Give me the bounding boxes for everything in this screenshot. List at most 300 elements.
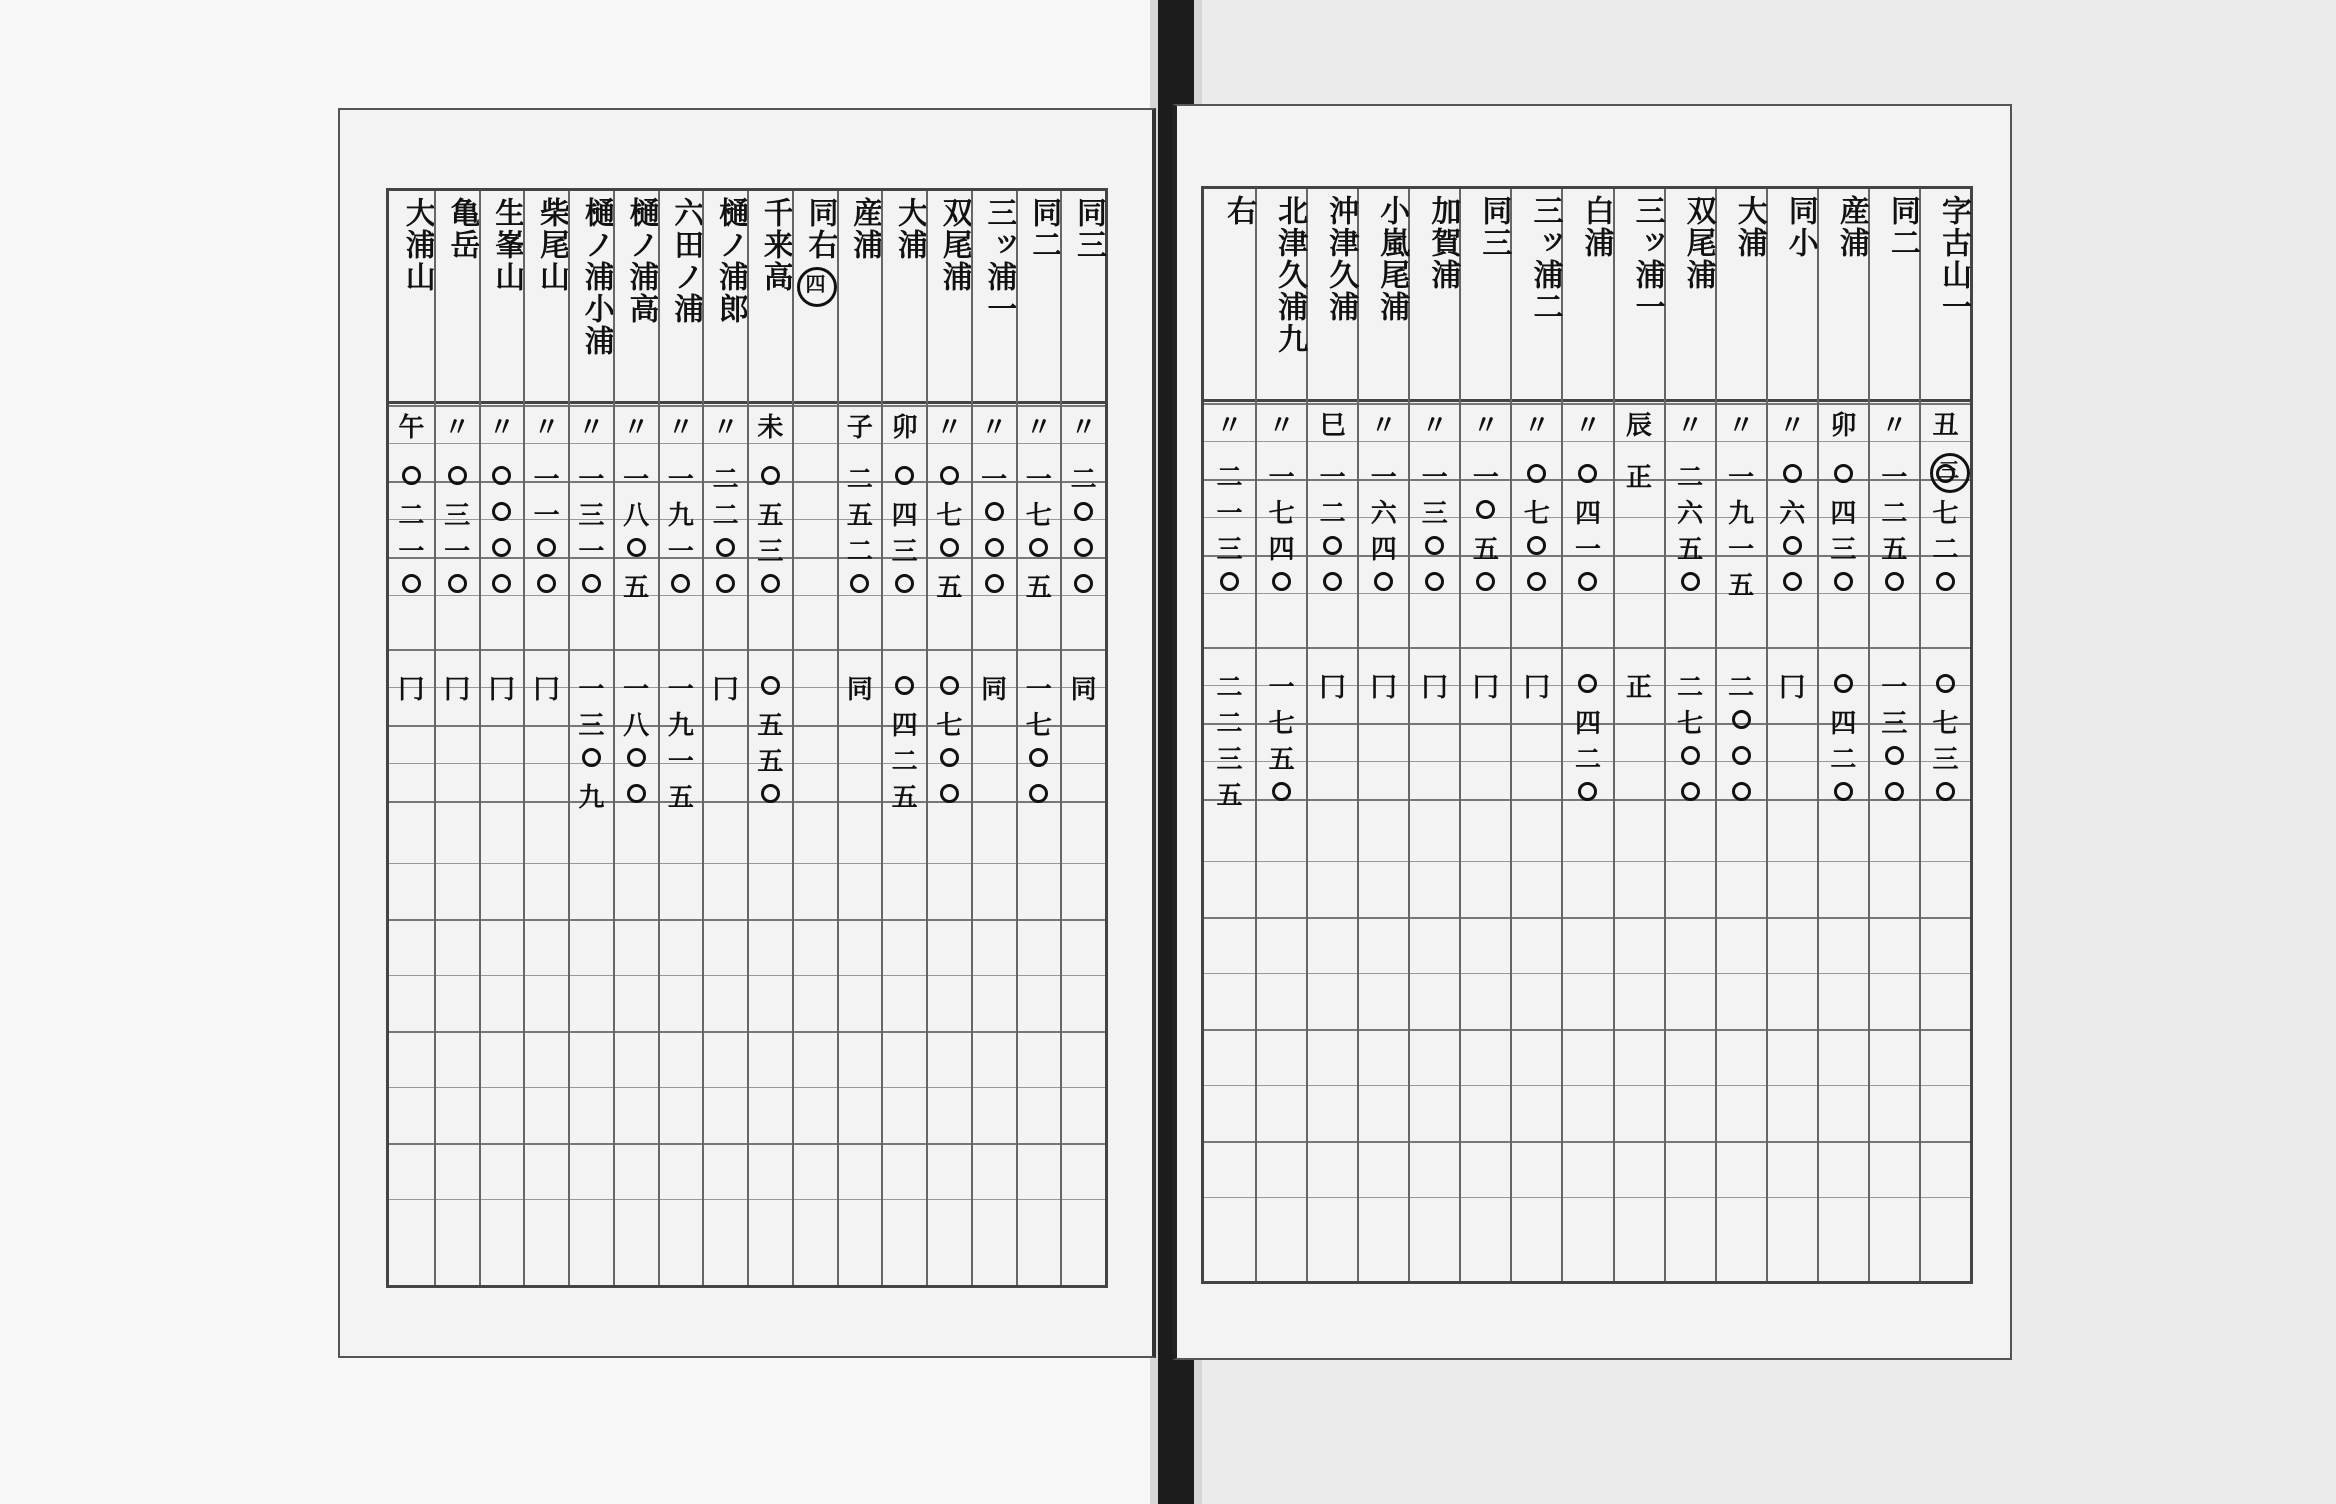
zero-digit bbox=[537, 574, 556, 593]
revised-digit bbox=[1018, 777, 1061, 807]
bearing-cell: 子 bbox=[846, 413, 873, 443]
bearing-cell: 〃 bbox=[712, 413, 739, 443]
zero-digit bbox=[448, 466, 467, 485]
table-column bbox=[613, 191, 658, 1285]
place-name-header: 樋ノ浦高 bbox=[623, 197, 659, 325]
measure-digit: 一 bbox=[1881, 463, 1908, 493]
measure-digit bbox=[883, 567, 926, 597]
measure-digit bbox=[1512, 565, 1561, 595]
measure-digit: 二 bbox=[398, 501, 425, 531]
measure-digit bbox=[928, 531, 971, 561]
bearing-cell: 巳 bbox=[1319, 411, 1346, 441]
revised-digit bbox=[1563, 667, 1612, 697]
bearing-cell: 〃 bbox=[1025, 413, 1052, 443]
zero-digit bbox=[895, 676, 914, 695]
table-column bbox=[1459, 189, 1510, 1281]
revised-digit bbox=[1870, 775, 1919, 805]
revised-digit: 一 bbox=[578, 675, 605, 705]
measure-digit: 四 bbox=[1830, 499, 1857, 529]
zero-digit bbox=[895, 466, 914, 485]
revised-digit bbox=[1018, 741, 1061, 771]
measure-digit: 八 bbox=[623, 501, 650, 531]
measure-digit bbox=[839, 567, 882, 597]
zero-digit bbox=[1783, 464, 1802, 483]
measure-digit: 九 bbox=[1728, 499, 1755, 529]
measure-digit bbox=[1410, 529, 1459, 559]
zero-digit bbox=[1074, 502, 1093, 521]
zero-digit bbox=[761, 466, 780, 485]
revised-digit: 八 bbox=[623, 711, 650, 741]
table-column bbox=[1204, 189, 1255, 1281]
zero-digit bbox=[1074, 574, 1093, 593]
zero-digit bbox=[1374, 572, 1393, 591]
revised-digit: 冂 bbox=[1779, 673, 1806, 703]
place-name-header: 六田ノ浦 bbox=[668, 197, 704, 325]
bearing-cell: 辰 bbox=[1626, 411, 1653, 441]
place-name-header: 同小 bbox=[1782, 195, 1818, 259]
measure-digit bbox=[1921, 457, 1970, 487]
measure-digit: 一 bbox=[578, 465, 605, 495]
zero-digit bbox=[671, 574, 690, 593]
measure-digit: 五 bbox=[1728, 571, 1755, 601]
measure-digit: 七 bbox=[1932, 499, 1959, 529]
place-name-header: 亀岳 bbox=[444, 197, 480, 261]
measure-digit bbox=[1870, 565, 1919, 595]
revised-digit: 冂 bbox=[1421, 673, 1448, 703]
measure-digit: 五 bbox=[757, 501, 784, 531]
measure-digit: 一 bbox=[1025, 465, 1052, 495]
place-name-header: 大浦山 bbox=[399, 197, 435, 293]
zero-digit bbox=[1936, 782, 1955, 801]
revised-digit bbox=[1921, 667, 1970, 697]
zero-digit bbox=[1578, 782, 1597, 801]
measure-digit: 二 bbox=[1677, 463, 1704, 493]
measure-digit bbox=[1308, 529, 1357, 559]
zero-digit bbox=[582, 574, 601, 593]
table-column bbox=[1715, 189, 1766, 1281]
bearing-cell: 〃 bbox=[1523, 411, 1550, 441]
zero-digit bbox=[402, 574, 421, 593]
revised-digit bbox=[1921, 775, 1970, 805]
measure-digit bbox=[1768, 565, 1817, 595]
measure-digit: 七 bbox=[1025, 501, 1052, 531]
measure-digit bbox=[1512, 529, 1561, 559]
revised-digit: 七 bbox=[1677, 709, 1704, 739]
measure-digit: 一 bbox=[623, 465, 650, 495]
place-name-header: 字古山一 三 bbox=[1921, 195, 1970, 323]
measure-digit bbox=[481, 531, 524, 561]
measure-digit: 二 bbox=[846, 465, 873, 495]
measure-digit: 三 bbox=[1421, 499, 1448, 529]
measure-digit: 四 bbox=[891, 501, 918, 531]
bearing-cell: 〃 bbox=[488, 413, 515, 443]
revised-digit: 正 bbox=[1626, 673, 1653, 703]
place-name-header: 小嵐尾浦 bbox=[1374, 195, 1410, 323]
bearing-cell: 〃 bbox=[623, 413, 650, 443]
zero-digit bbox=[627, 538, 646, 557]
revised-digit: 五 bbox=[667, 783, 694, 813]
place-name-header: 三ッ浦一 bbox=[981, 197, 1017, 325]
revised-digit bbox=[749, 669, 792, 699]
table-column bbox=[1060, 191, 1105, 1285]
revised-digit: 四 bbox=[1830, 709, 1857, 739]
table-column bbox=[1408, 189, 1459, 1281]
table-column bbox=[1016, 191, 1061, 1285]
revised-digit: 三 bbox=[1216, 745, 1243, 775]
measure-digit bbox=[1062, 567, 1105, 597]
measure-digit: 三 bbox=[578, 501, 605, 531]
measure-digit: 一 bbox=[1574, 535, 1601, 565]
zero-digit bbox=[1323, 536, 1342, 555]
measure-digit bbox=[973, 495, 1016, 525]
measure-digit: 二 bbox=[1932, 535, 1959, 565]
place-name-header: 同三 bbox=[1476, 195, 1512, 259]
revised-digit: 七 bbox=[936, 711, 963, 741]
bearing-cell: 〃 bbox=[578, 413, 605, 443]
revised-digit bbox=[928, 669, 971, 699]
measure-digit bbox=[749, 459, 792, 489]
revised-digit: 一 bbox=[1881, 673, 1908, 703]
measure-digit bbox=[973, 567, 1016, 597]
zero-digit bbox=[1425, 536, 1444, 555]
table-column bbox=[1817, 189, 1868, 1281]
measure-digit bbox=[1018, 531, 1061, 561]
table-column bbox=[1255, 189, 1306, 1281]
place-name-header: 樋ノ浦小浦 bbox=[578, 197, 614, 357]
zero-digit bbox=[1885, 746, 1904, 765]
place-name-header: 同二 bbox=[1884, 195, 1920, 259]
zero-digit bbox=[940, 784, 959, 803]
measure-digit bbox=[749, 567, 792, 597]
measure-digit: 一 bbox=[533, 501, 560, 531]
revised-digit: 三 bbox=[1881, 709, 1908, 739]
measure-digit bbox=[1257, 565, 1306, 595]
measure-digit: 一 bbox=[667, 465, 694, 495]
zero-digit bbox=[1936, 464, 1955, 483]
place-name-header: 同右 四 bbox=[794, 197, 837, 307]
measure-digit bbox=[481, 495, 524, 525]
revised-digit: 一 bbox=[1268, 673, 1295, 703]
bearing-cell: 〃 bbox=[1574, 411, 1601, 441]
zero-digit bbox=[1732, 710, 1751, 729]
revised-digit: 冂 bbox=[1472, 673, 1499, 703]
revised-digit: 二 bbox=[1677, 673, 1704, 703]
revised-digit: 五 bbox=[1216, 781, 1243, 811]
measure-digit: 五 bbox=[846, 501, 873, 531]
measure-digit: 五 bbox=[1881, 535, 1908, 565]
zero-digit bbox=[1425, 572, 1444, 591]
measure-digit bbox=[1461, 493, 1510, 523]
table-column bbox=[523, 191, 568, 1285]
measure-digit: 三 bbox=[757, 537, 784, 567]
table-column bbox=[1510, 189, 1561, 1281]
bearing-cell: 〃 bbox=[1216, 411, 1243, 441]
measure-digit: 三 bbox=[1216, 535, 1243, 565]
revised-digit bbox=[1819, 775, 1868, 805]
table-column bbox=[837, 191, 882, 1285]
bearing-cell: 〃 bbox=[936, 413, 963, 443]
revised-digit: 同 bbox=[981, 675, 1008, 705]
revised-digit: 二 bbox=[1574, 745, 1601, 775]
zero-digit bbox=[940, 748, 959, 767]
measure-digit bbox=[1512, 457, 1561, 487]
place-name-header: 産浦 bbox=[1833, 195, 1869, 259]
measure-digit: 一 bbox=[1421, 463, 1448, 493]
zero-digit bbox=[1885, 782, 1904, 801]
revised-digit bbox=[928, 777, 971, 807]
bearing-cell: 卯 bbox=[891, 413, 918, 443]
measure-digit: 一 bbox=[533, 465, 560, 495]
revised-digit: 五 bbox=[891, 783, 918, 813]
measure-digit: 一 bbox=[1472, 463, 1499, 493]
revised-digit: 四 bbox=[1574, 709, 1601, 739]
zero-digit bbox=[1834, 674, 1853, 693]
measure-digit: 四 bbox=[1268, 535, 1295, 565]
table-column bbox=[1357, 189, 1408, 1281]
measure-digit bbox=[1308, 565, 1357, 595]
zero-digit bbox=[985, 574, 1004, 593]
measure-digit bbox=[1062, 531, 1105, 561]
table-column bbox=[702, 191, 747, 1285]
zero-digit bbox=[1681, 782, 1700, 801]
measure-digit bbox=[1666, 565, 1715, 595]
table-column bbox=[971, 191, 1016, 1285]
bearing-cell: 〃 bbox=[1070, 413, 1097, 443]
revised-digit: 七 bbox=[1932, 709, 1959, 739]
measure-digit: 正 bbox=[1626, 463, 1653, 493]
measure-digit: 二 bbox=[712, 501, 739, 531]
place-name-header: 千来高 bbox=[757, 197, 793, 293]
measure-digit bbox=[660, 567, 703, 597]
revised-digit: 冂 bbox=[488, 675, 515, 705]
revised-digit: 九 bbox=[578, 783, 605, 813]
zero-digit bbox=[492, 574, 511, 593]
measure-digit bbox=[928, 459, 971, 489]
zero-digit bbox=[1527, 536, 1546, 555]
bearing-cell: 卯 bbox=[1830, 411, 1857, 441]
revised-digit: 一 bbox=[623, 675, 650, 705]
measure-digit: 五 bbox=[623, 573, 650, 603]
bearing-cell: 〃 bbox=[667, 413, 694, 443]
place-name-header: 右 bbox=[1221, 195, 1257, 227]
zero-digit bbox=[582, 748, 601, 767]
measure-digit bbox=[1921, 565, 1970, 595]
place-name-header: 同二 bbox=[1026, 197, 1062, 261]
measure-digit: 九 bbox=[667, 501, 694, 531]
place-name-header: 沖津久浦 bbox=[1323, 195, 1359, 323]
revised-digit: 五 bbox=[1268, 745, 1295, 775]
revised-digit: 同 bbox=[846, 675, 873, 705]
zero-digit bbox=[1578, 464, 1597, 483]
left-page bbox=[338, 108, 1156, 1358]
measure-digit bbox=[481, 459, 524, 489]
revised-digit: 冂 bbox=[1319, 673, 1346, 703]
zero-digit bbox=[940, 676, 959, 695]
place-name-header: 柴尾山 bbox=[534, 197, 569, 293]
zero-digit bbox=[1578, 572, 1597, 591]
zero-digit bbox=[1029, 784, 1048, 803]
measure-digit bbox=[973, 531, 1016, 561]
measure-digit bbox=[1768, 457, 1817, 487]
zero-digit bbox=[627, 784, 646, 803]
place-name-header: 樋ノ浦郎 bbox=[713, 197, 748, 325]
measure-digit: 二 bbox=[712, 465, 739, 495]
zero-digit bbox=[1783, 572, 1802, 591]
revised-digit: 冂 bbox=[712, 675, 739, 705]
zero-digit bbox=[1476, 572, 1495, 591]
bearing-cell: 〃 bbox=[1472, 411, 1499, 441]
revised-digit bbox=[749, 777, 792, 807]
zero-digit bbox=[1783, 536, 1802, 555]
table-column bbox=[434, 191, 479, 1285]
zero-digit bbox=[850, 574, 869, 593]
right-page bbox=[1172, 104, 2012, 1360]
measure-digit: 六 bbox=[1779, 499, 1806, 529]
zero-digit bbox=[402, 466, 421, 485]
revised-digit bbox=[615, 741, 658, 771]
table-column bbox=[389, 191, 434, 1285]
place-name-header: 双尾浦 bbox=[936, 197, 972, 293]
table-column bbox=[747, 191, 792, 1285]
zero-digit bbox=[1272, 572, 1291, 591]
bearing-cell: 〃 bbox=[981, 413, 1008, 443]
table-column bbox=[926, 191, 971, 1285]
zero-digit bbox=[761, 574, 780, 593]
zero-digit bbox=[940, 466, 959, 485]
measure-digit bbox=[615, 531, 658, 561]
measure-digit: 二 bbox=[846, 537, 873, 567]
measure-digit: 三 bbox=[891, 537, 918, 567]
measure-digit: 一 bbox=[578, 537, 605, 567]
zero-digit bbox=[1732, 782, 1751, 801]
measure-digit: 一 bbox=[1216, 499, 1243, 529]
zero-digit bbox=[1029, 748, 1048, 767]
zero-digit bbox=[1834, 782, 1853, 801]
revised-digit: 一 bbox=[667, 747, 694, 777]
revised-digit: 冂 bbox=[1523, 673, 1550, 703]
place-name-header: 大浦 bbox=[892, 197, 927, 261]
zero-digit bbox=[716, 574, 735, 593]
zero-digit bbox=[716, 538, 735, 557]
measure-digit: 一 bbox=[1319, 463, 1346, 493]
revised-digit: 二 bbox=[1728, 673, 1755, 703]
revised-digit: 七 bbox=[1268, 709, 1295, 739]
measure-digit: 五 bbox=[936, 573, 963, 603]
measure-digit: 一 bbox=[981, 465, 1008, 495]
table-column bbox=[479, 191, 524, 1285]
measure-digit: 一 bbox=[1728, 535, 1755, 565]
zero-digit bbox=[1272, 782, 1291, 801]
bearing-cell: 丑 bbox=[1932, 411, 1959, 441]
measure-digit: 二 bbox=[1881, 499, 1908, 529]
left-survey-table bbox=[386, 188, 1108, 1288]
zero-digit bbox=[1834, 464, 1853, 483]
revised-digit: 冂 bbox=[533, 675, 560, 705]
zero-digit bbox=[1681, 572, 1700, 591]
revised-digit bbox=[928, 741, 971, 771]
measure-digit: 一 bbox=[398, 537, 425, 567]
measure-digit: 三 bbox=[1830, 535, 1857, 565]
zero-digit bbox=[761, 784, 780, 803]
measure-digit: 四 bbox=[1370, 535, 1397, 565]
measure-digit: 一 bbox=[1370, 463, 1397, 493]
zero-digit bbox=[537, 538, 556, 557]
measure-digit: 三 bbox=[444, 501, 471, 531]
zero-digit bbox=[492, 538, 511, 557]
measure-digit bbox=[1563, 457, 1612, 487]
revised-digit bbox=[1257, 775, 1306, 805]
measure-digit: 一 bbox=[1728, 463, 1755, 493]
bearing-cell: 〃 bbox=[533, 413, 560, 443]
bearing-cell: 未 bbox=[757, 413, 784, 443]
measure-digit bbox=[704, 567, 747, 597]
table-column bbox=[792, 191, 837, 1285]
place-name-header: 三ッ浦一 bbox=[1629, 195, 1665, 323]
revised-digit: 九 bbox=[667, 711, 694, 741]
place-name-header: 加賀浦 bbox=[1425, 195, 1461, 291]
measure-digit: 七 bbox=[1268, 499, 1295, 529]
measure-digit bbox=[389, 567, 434, 597]
revised-digit: 冂 bbox=[398, 675, 425, 705]
zero-digit bbox=[1476, 500, 1495, 519]
zero-digit bbox=[1029, 538, 1048, 557]
revised-digit: 冂 bbox=[444, 675, 471, 705]
measure-digit: 二 bbox=[1319, 499, 1346, 529]
bearing-cell: 〃 bbox=[1677, 411, 1704, 441]
revised-digit: 五 bbox=[757, 747, 784, 777]
bearing-cell: 〃 bbox=[1421, 411, 1448, 441]
table-column bbox=[658, 191, 703, 1285]
measure-digit bbox=[1461, 565, 1510, 595]
table-column bbox=[1868, 189, 1919, 1281]
zero-digit bbox=[1527, 572, 1546, 591]
place-name-header: 生峯山 bbox=[489, 197, 525, 293]
measure-digit bbox=[1204, 565, 1255, 595]
table-column bbox=[1306, 189, 1357, 1281]
revised-digit bbox=[1666, 739, 1715, 769]
bearing-cell: 〃 bbox=[444, 413, 471, 443]
revised-digit: 同 bbox=[1070, 675, 1097, 705]
revised-digit: 一 bbox=[1025, 675, 1052, 705]
table-column bbox=[1664, 189, 1715, 1281]
measure-digit bbox=[1819, 565, 1868, 595]
bearing-cell: 〃 bbox=[1728, 411, 1755, 441]
revised-digit bbox=[1717, 739, 1766, 769]
zero-digit bbox=[895, 574, 914, 593]
measure-digit: 二 bbox=[1216, 463, 1243, 493]
revised-digit: 三 bbox=[1932, 745, 1959, 775]
measure-digit bbox=[436, 459, 479, 489]
place-name-header: 大浦 bbox=[1731, 195, 1767, 259]
measure-digit bbox=[570, 567, 613, 597]
revised-digit bbox=[1870, 739, 1919, 769]
bearing-cell: 〃 bbox=[1370, 411, 1397, 441]
page-number-marker: 三 bbox=[1930, 453, 1970, 493]
measure-digit: 六 bbox=[1370, 499, 1397, 529]
measure-digit: 一 bbox=[667, 537, 694, 567]
bearing-cell: 〃 bbox=[1268, 411, 1295, 441]
measure-digit bbox=[1768, 529, 1817, 559]
measure-digit: 七 bbox=[936, 501, 963, 531]
measure-digit: 一 bbox=[444, 537, 471, 567]
measure-digit: 一 bbox=[1268, 463, 1295, 493]
zero-digit bbox=[492, 466, 511, 485]
revised-digit bbox=[1717, 775, 1766, 805]
zero-digit bbox=[492, 502, 511, 521]
zero-digit bbox=[1936, 572, 1955, 591]
table-column bbox=[568, 191, 613, 1285]
zero-digit bbox=[448, 574, 467, 593]
